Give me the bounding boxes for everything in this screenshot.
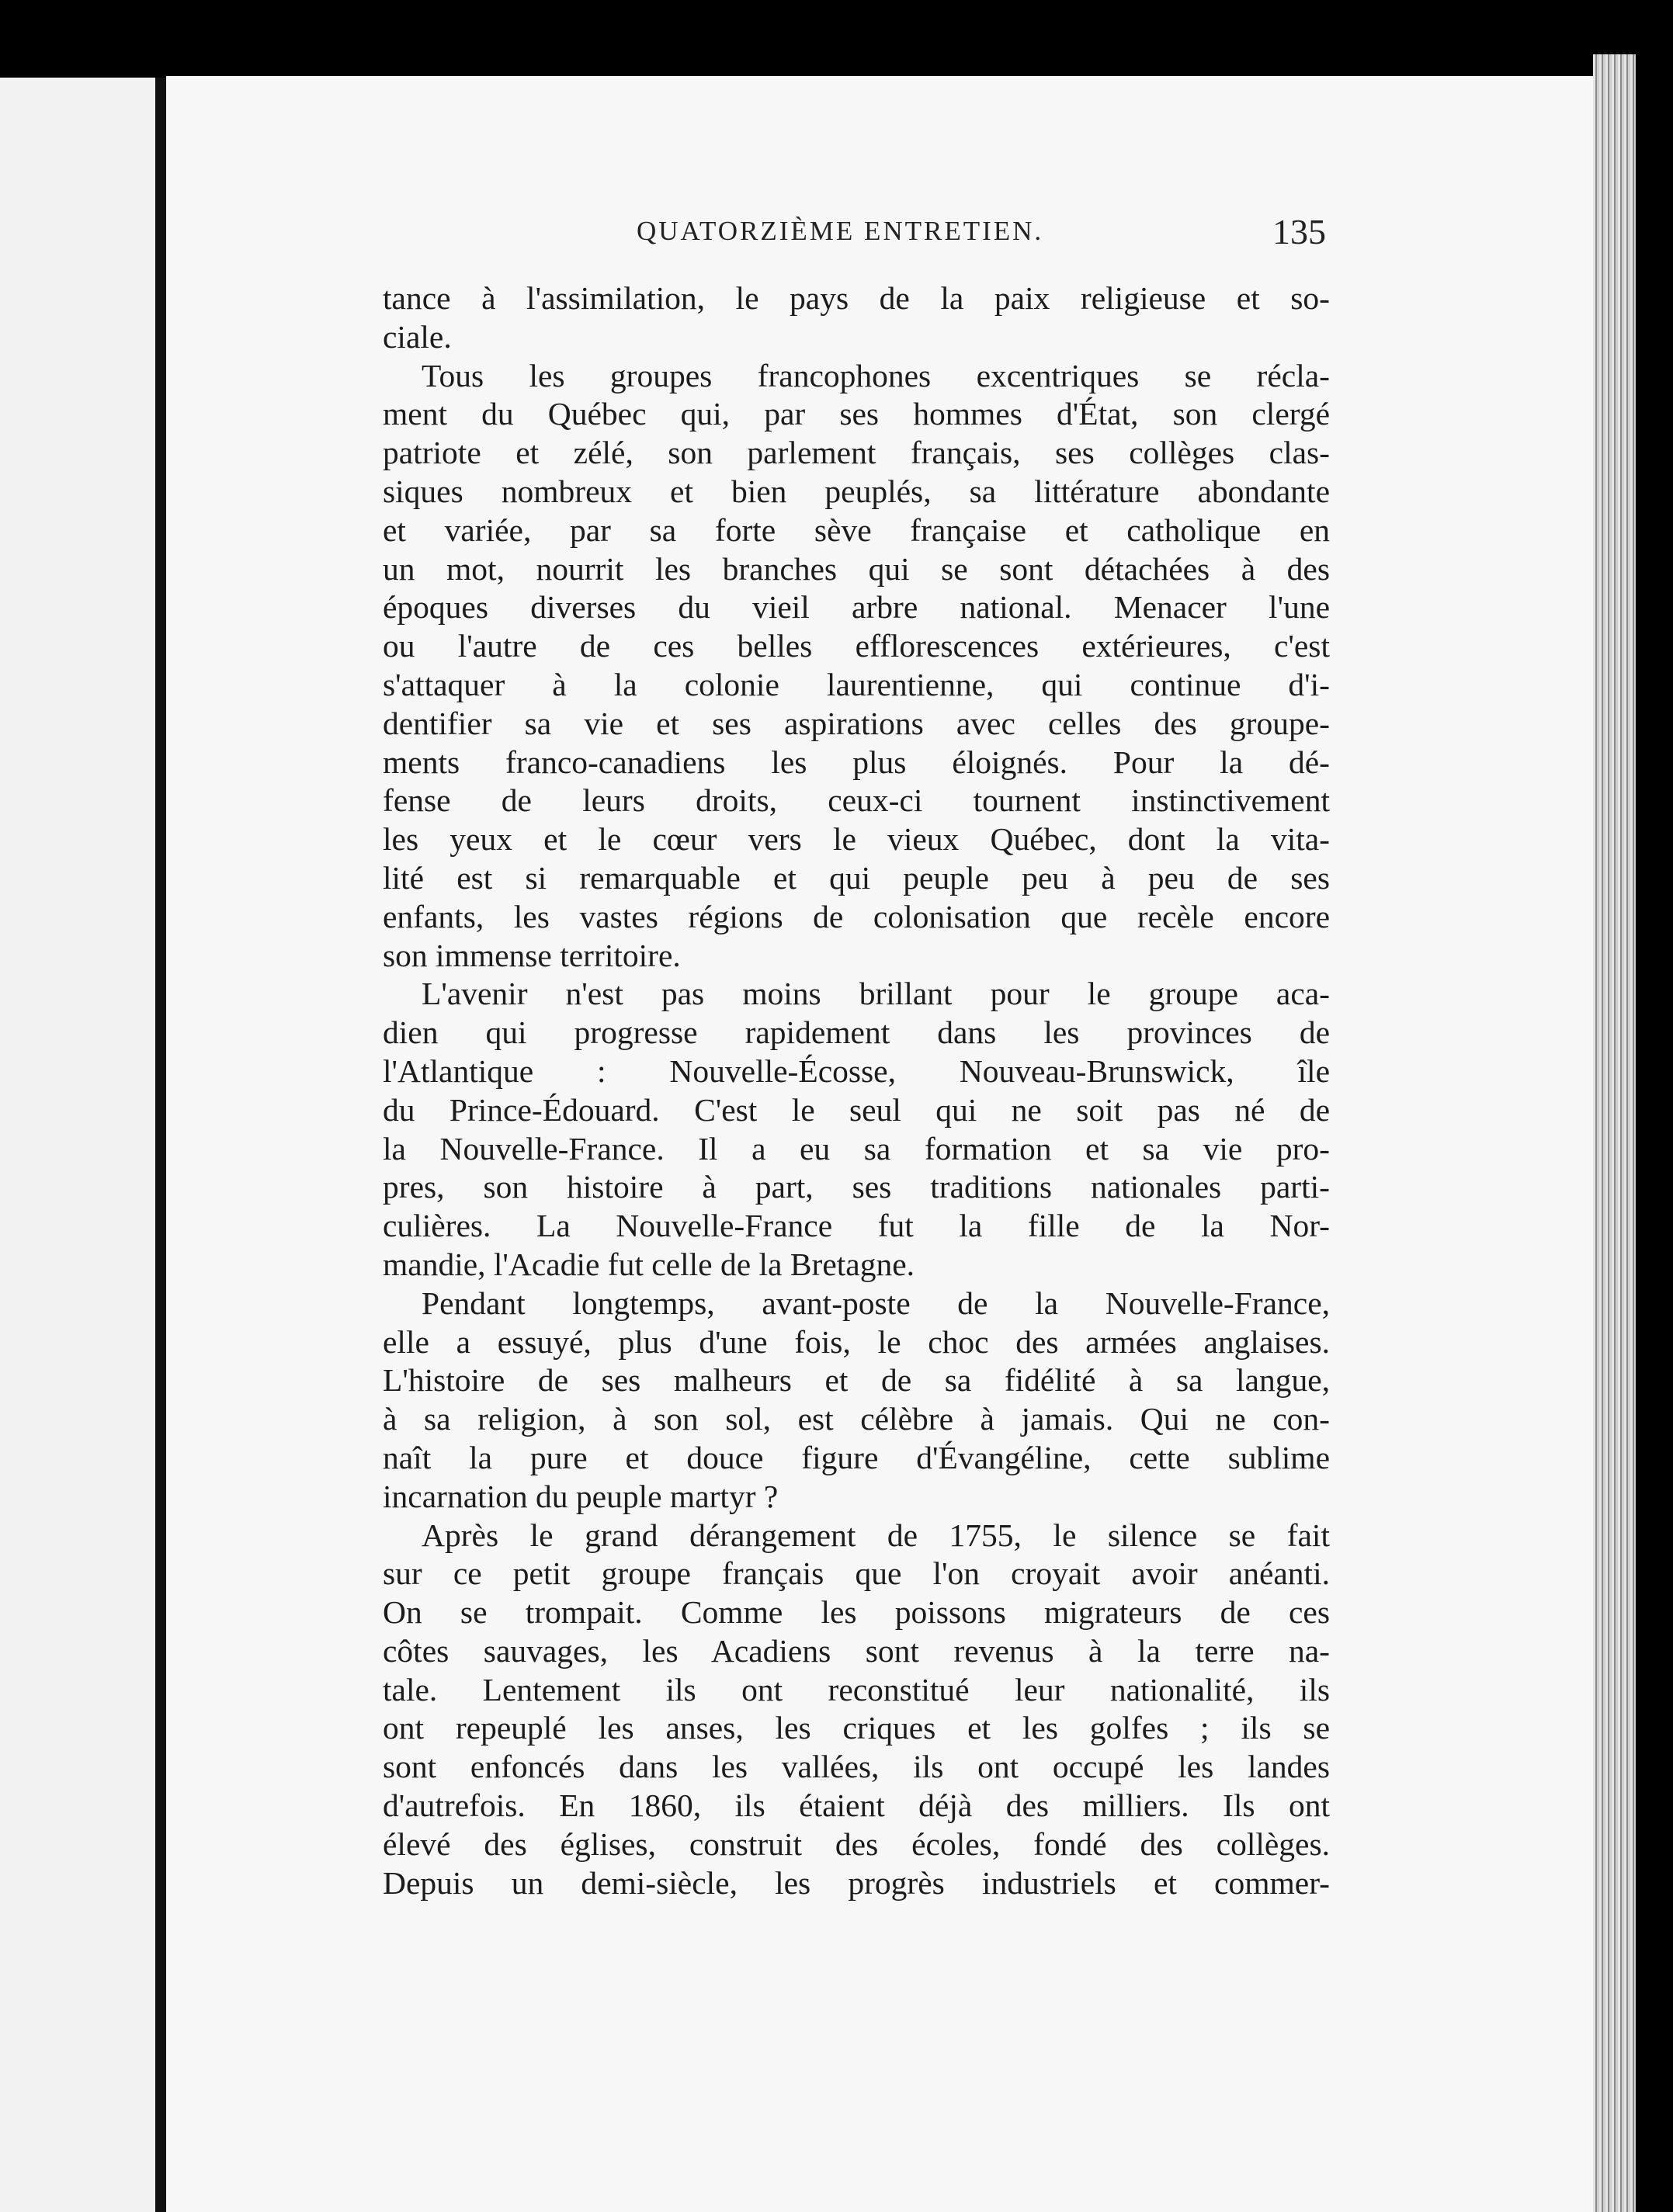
text-line: On se trompait. Comme les poissons migrateurs de ces: [383, 1594, 1330, 1631]
text-line: Tous les groupes francophones excentriques se récla-: [422, 357, 1330, 394]
text-line: pres, son histoire à part, ses traditions nationales parti-: [383, 1169, 1330, 1205]
text-line: s'attaquer à la colonie laurentienne, qui continue d'i-: [383, 666, 1330, 702]
text-line: sur ce petit groupe français que l'on croyait avoir anéanti.: [383, 1555, 1330, 1592]
text-line: à sa religion, à son sol, est célèbre à jamais. Qui ne con-: [383, 1401, 1330, 1437]
text-line: culières. La Nouvelle-France fut la fille de la Nor-: [383, 1208, 1330, 1244]
facing-page-edge: [0, 78, 155, 2212]
text-line: tale. Lentement ils ont reconstitué leur nationalité, ils: [383, 1671, 1330, 1708]
text-line: elle a essuyé, plus d'une fois, le choc des armées anglaises.: [383, 1323, 1330, 1360]
text-line: fense de leurs droits, ceux-ci tournent instinctivement: [383, 782, 1330, 819]
text-line: son immense territoire.: [383, 937, 681, 973]
text-line: ou l'autre de ces belles efflorescences extérieures, c'est: [383, 628, 1330, 664]
text-line: ciale.: [383, 318, 452, 355]
running-header: QUATORZIÈME ENTRETIEN.: [637, 216, 1044, 246]
text-line: époques diverses du vieil arbre national. Menacer l'une: [383, 589, 1330, 626]
text-line: L'histoire de ses malheurs et de sa fidélité à sa langue,: [383, 1362, 1330, 1399]
text-line: la Nouvelle-France. Il a eu sa formation et sa vie pro-: [383, 1130, 1330, 1167]
text-line: enfants, les vastes régions de colonisation que recèle encore: [383, 898, 1330, 934]
text-line: patriote et zélé, son parlement français, ses collèges clas-: [383, 435, 1330, 471]
text-line: ont repeuplé les anses, les criques et les golfes ; ils se: [383, 1710, 1330, 1746]
body-text: [383, 279, 1330, 1902]
binding-gutter: [155, 78, 166, 2212]
text-line: ment du Québec qui, par ses hommes d'État, son clergé: [383, 396, 1330, 432]
text-line: et variée, par sa forte sève française et catholique en: [383, 511, 1330, 548]
text-line: lité est si remarquable et qui peuple peu à peu de ses: [383, 859, 1330, 896]
text-line: côtes sauvages, les Acadiens sont revenus à la terre na-: [383, 1632, 1330, 1669]
text-line: dentifier sa vie et ses aspirations avec celles des groupe-: [383, 705, 1330, 741]
text-line: naît la pure et douce figure d'Évangéline, cette sublime: [383, 1439, 1330, 1475]
text-line: dien qui progresse rapidement dans les provinces de: [383, 1014, 1330, 1051]
text-line: incarnation du peuple martyr ?: [383, 1478, 779, 1514]
text-line: L'avenir n'est pas moins brillant pour le groupe aca-: [422, 976, 1330, 1012]
text-line: mandie, l'Acadie fut celle de la Bretagne.: [383, 1246, 915, 1282]
text-line: les yeux et le cœur vers le vieux Québec, dont la vita-: [383, 821, 1330, 858]
page-stack-edge: [1593, 54, 1636, 2212]
text-line: du Prince-Édouard. C'est le seul qui ne soit pas né de: [383, 1091, 1330, 1128]
text-line: Depuis un demi-siècle, les progrès industriels et commer-: [383, 1864, 1330, 1901]
text-line: sont enfoncés dans les vallées, ils ont occupé les landes: [383, 1749, 1330, 1785]
text-line: d'autrefois. En 1860, ils étaient déjà des milliers. Ils ont: [383, 1787, 1330, 1824]
text-line: tance à l'assimilation, le pays de la paix religieuse et so-: [383, 280, 1330, 316]
text-line: un mot, nourrit les branches qui se sont détachées à des: [383, 550, 1330, 587]
page-number: 135: [1272, 212, 1326, 251]
text-line: Après le grand dérangement de 1755, le silence se fait: [422, 1517, 1330, 1553]
text-line: siques nombreux et bien peuplés, sa littérature abondante: [383, 473, 1330, 509]
text-line: Pendant longtemps, avant-poste de la Nouvelle-France,: [422, 1285, 1330, 1321]
text-line: élevé des églises, construit des écoles, fondé des collèges.: [383, 1825, 1330, 1862]
text-line: l'Atlantique : Nouvelle-Écosse, Nouveau-Brunswick, île: [383, 1052, 1330, 1089]
text-line: ments franco-canadiens les plus éloignés. Pour la dé-: [383, 744, 1330, 780]
